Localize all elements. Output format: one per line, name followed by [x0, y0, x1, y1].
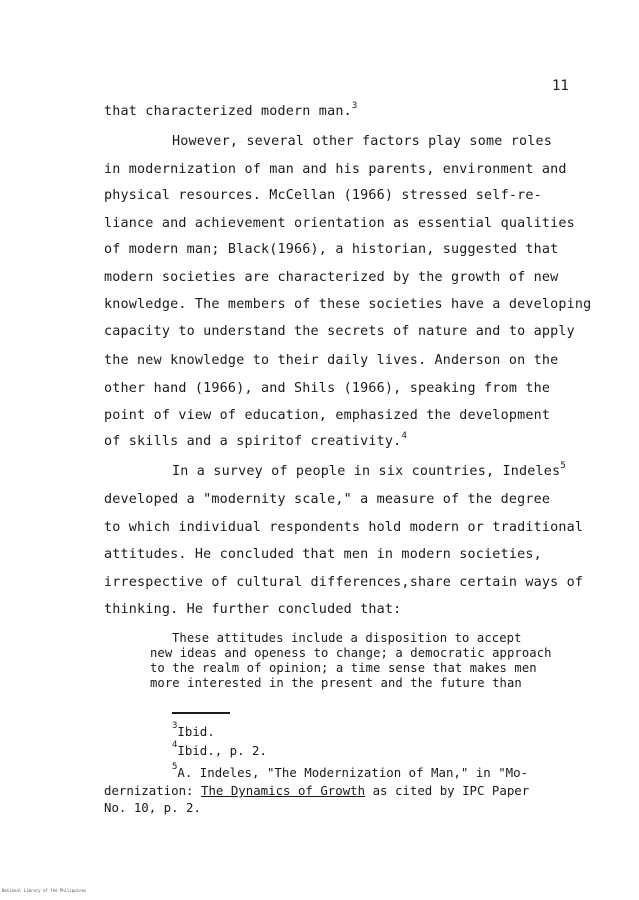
footnote-5-line-1: $^5$A. Indeles, "The Modernization of Man," in "Mo-	[172, 762, 529, 780]
footnote-ref-4: 4	[401, 431, 408, 441]
page-number: 11	[552, 78, 569, 94]
body-line-6: of modern man; Black(1966), a historian, suggested that	[104, 242, 559, 257]
body-line-2: However, several other factors play some roles	[172, 134, 553, 149]
quote-line-2: new ideas and openess to change; a democratic approach	[150, 646, 552, 660]
body-line-16: to which individual respondents hold modern or traditional	[104, 520, 584, 535]
body-line-12: point of view of education, emphasized the development	[104, 408, 551, 423]
body-line-5: liance and achievement orientation as essential qualities	[104, 216, 575, 231]
footnote-5-line-3: No. 10, p. 2.	[104, 800, 201, 815]
footnote-ref-5: 5	[560, 461, 566, 471]
body-line-8: knowledge. The members of these societies have a developing	[104, 297, 592, 312]
footnote-5-line-2: dernization: The Dynamics of Growth as cited by IPC Paper	[104, 783, 530, 798]
footnote-divider	[172, 712, 230, 714]
quote-line-1: These attitudes include a disposition to accept	[172, 631, 522, 645]
body-line-19: thinking. He further concluded that:	[104, 602, 402, 617]
quote-line-3: to the realm of opinion; a time sense that makes men	[150, 661, 537, 675]
archive-watermark: National Library of the Philippines	[2, 888, 87, 893]
body-line-7: modern societies are characterized by the growth of new	[104, 270, 559, 285]
footnote-3: $^3$Ibid.	[172, 721, 215, 739]
cited-work-title: The Dynamics of Growth	[200, 783, 366, 798]
footnote-4: $^4$Ibid., p. 2.	[172, 740, 267, 758]
body-line-3: in modernization of man and his parents, environment and	[104, 162, 567, 177]
body-line-9: capacity to understand the secrets of nature and to apply	[104, 324, 575, 339]
footnote-ref-3: 3	[351, 101, 358, 111]
body-line-14: In a survey of people in six countries, Indeles$^5$	[172, 461, 566, 479]
body-line-1: that characterized modern man.$^3$	[104, 101, 358, 119]
body-line-18: irrespective of cultural differences,share certain ways of	[104, 575, 584, 590]
body-line-15: developed a "modernity scale," a measure of the degree	[104, 492, 551, 507]
body-line-4: physical resources. McCellan (1966) stressed self-re-	[104, 188, 542, 203]
body-line-13: of skills and a spiritof creativity.$^4$	[104, 431, 408, 449]
body-line-11: other hand (1966), and Shils (1966), speaking from the	[104, 381, 551, 396]
body-line-17: attitudes. He concluded that men in modern societies,	[104, 547, 542, 562]
quote-line-4: more interested in the present and the future than	[150, 676, 522, 690]
body-line-10: the new knowledge to their daily lives. Anderson on the	[104, 353, 559, 368]
